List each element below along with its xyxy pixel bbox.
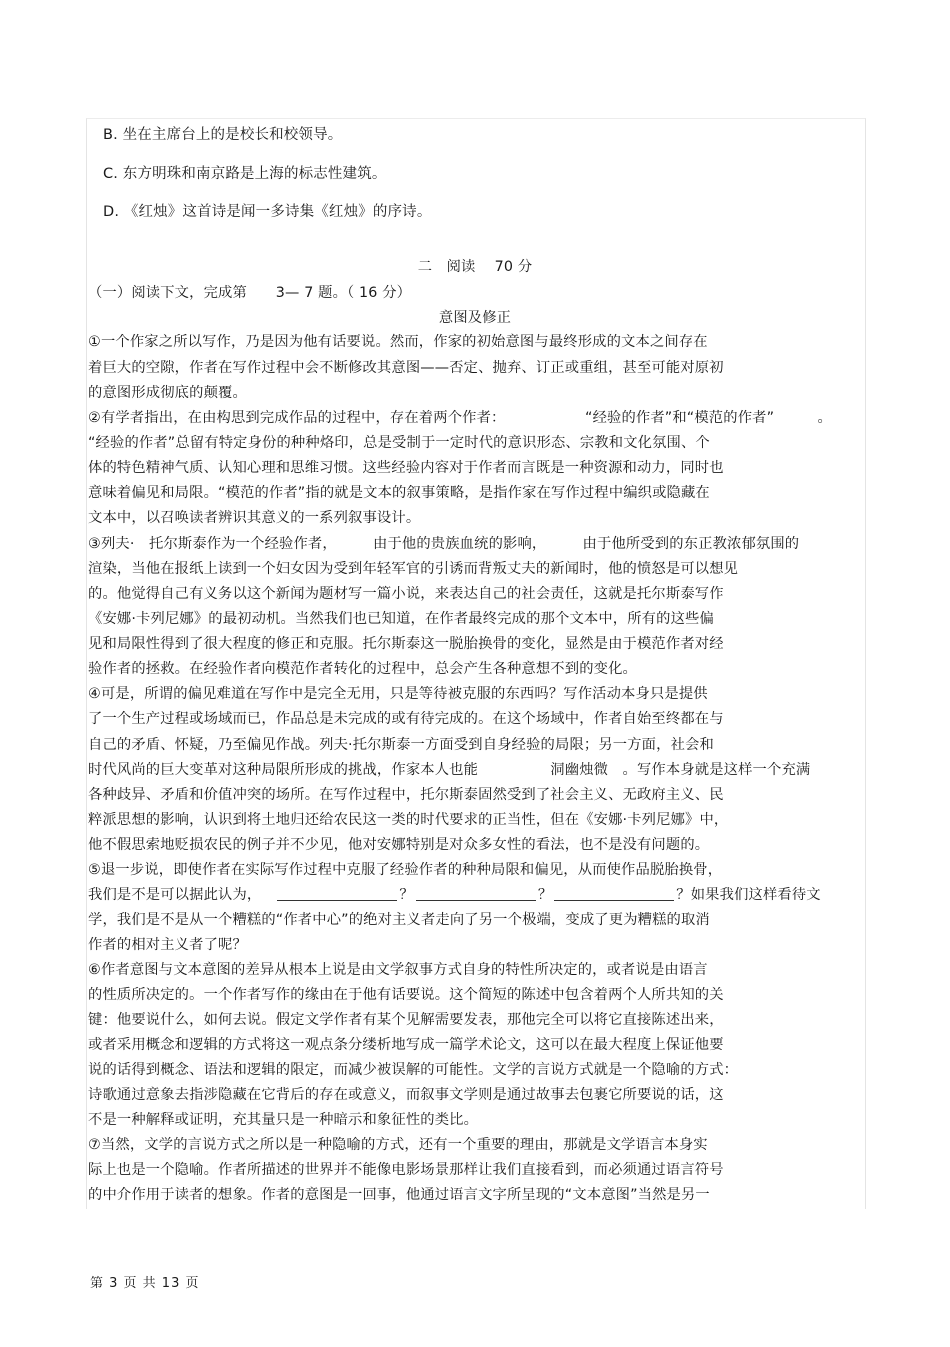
option-b: B. 坐在主席台上的是校长和校领导。	[103, 127, 343, 143]
text-line: 了一个生产过程或场域而已，作品总是未完成的或有待完成的。在这个场域中，作者自始至终都在与	[88, 711, 724, 727]
option-d: D. 《红烛》这首诗是闻一多诗集《红烛》的序诗。	[103, 204, 432, 220]
text-line: 际上也是一个隐喻。作者所描述的世界并不能像电影场景那样让我们直接看到，而必须通过语言符号	[88, 1162, 724, 1178]
section-title: 二 阅读 70 分	[417, 259, 533, 275]
text-line: 不是一种解释或证明，充其量只是一种暗示和象征性的类比。	[88, 1112, 479, 1128]
article-title: 意图及修正	[438, 310, 512, 326]
text-line: 各种歧异、矛盾和价值冲突的场所。在写作过程中，托尔斯泰固然受到了社会主义、无政府主义、民	[88, 787, 724, 803]
answer-blank-3[interactable]	[554, 886, 674, 901]
section-instruction: （一）阅读下文，完成第 3— 7 题。（ 16 分）	[88, 285, 412, 301]
answer-blank-1[interactable]	[277, 886, 397, 901]
text-line: ⑦当然，文学的言说方式之所以是一种隐喻的方式，还有一个重要的理由，那就是文学语言本身实	[88, 1137, 708, 1153]
text-line: 意味着偏见和局限。“模范的作者”指的就是文本的叙事策略，是指作家在写作过程中编织或隐藏在	[88, 485, 710, 501]
fill-in-suffix: ？如果我们这样看待文	[676, 887, 821, 903]
text-line: 作者的相对主义者了呢？	[88, 937, 247, 953]
text-line: 说的话得到概念、语法和逻辑的限定，而减少被误解的可能性。文学的言说方式就是一个隐喻的方式：	[88, 1062, 739, 1078]
text-line: 的。他觉得自己有义务以这个新闻为题材写一篇小说，来表达自己的社会责任，这就是托尔斯泰写作	[88, 586, 724, 602]
text-line: ③列夫· 托尔斯泰作为一个经验作者， 由于他的贵族血统的影响， 由于他所受到的东正教浓郁氛围的	[88, 536, 800, 552]
text-line: 诗歌通过意象去指涉隐藏在它背后的存在或意义，而叙事文学则是通过故事去包裹它所要说的话，这	[88, 1087, 724, 1103]
page-number-footer: 第 3 页 共 13 页	[90, 1276, 200, 1291]
text-line: 文本中，以召唤读者辨识其意义的一系列叙事设计。	[88, 510, 421, 526]
fill-in-line	[88, 886, 821, 904]
text-line: 粹派思想的影响，认识到将土地归还给农民这一类的时代要求的正当性，但在《安娜·卡列尼娜》中，	[88, 812, 729, 828]
text-line: 验作者的拯救。在经验作者向模范作者转化的过程中，总会产生各种意想不到的变化。	[88, 661, 637, 677]
text-line: 的中介作用于读者的想象。作者的意图是一回事，他通过语言文字所呈现的“文本意图”当然是另一	[88, 1187, 710, 1203]
option-c: C. 东方明珠和南京路是上海的标志性建筑。	[103, 166, 387, 182]
answer-blank-2[interactable]	[416, 886, 536, 901]
text-line: 《安娜·卡列尼娜》的最初动机。当然我们也已知道，在作者最终完成的那个文本中，所有的这些偏	[88, 611, 714, 627]
text-line: 时代风尚的巨大变革对这种局限所形成的挑战，作家本人也能 洞幽烛微 。写作本身就是这样一个充满	[88, 762, 811, 778]
question-mark: ？	[537, 887, 553, 903]
text-line: 体的特色精神气质、认知心理和思维习惯。这些经验内容对于作者而言既是一种资源和动力，同时也	[88, 460, 724, 476]
text-line: ①一个作家之所以写作，乃是因为他有话要说。然而，作家的初始意图与最终形成的文本之间存在	[88, 334, 708, 350]
text-line: 键：他要说什么，如何去说。假定文学作者有某个见解需要发表，那他完全可以将它直接陈述出来，	[88, 1012, 724, 1028]
text-line: ②有学者指出，在由构思到完成作品的过程中，存在着两个作者： “经验的作者”和“模范的作者” 。	[88, 410, 832, 426]
text-line: 或者采用概念和逻辑的方式将这一观点条分缕析地写成一篇学术论文，这可以在最大程度上保证他要	[88, 1037, 724, 1053]
text-line: 自己的矛盾、怀疑，乃至偏见作战。列夫·托尔斯泰一方面受到自身经验的局限；另一方面，社会和	[88, 737, 714, 753]
text-line: ⑤退一步说，即使作者在实际写作过程中克服了经验作者的种种局限和偏见，从而使作品脱胎换骨，	[88, 862, 723, 878]
question-mark: ？	[399, 887, 414, 903]
text-line: 着巨大的空隙，作者在写作过程中会不断修改其意图——否定、抛弃、订正或重组，甚至可能对原初	[88, 360, 724, 376]
fill-in-prefix: 我们是不是可以据此认为，	[88, 887, 262, 903]
text-line: ⑥作者意图与文本意图的差异从根本上说是由文学叙事方式自身的特性所决定的，或者说是由语言	[88, 962, 708, 978]
text-line: “经验的作者”总留有特定身份的种种烙印，总是受制于一定时代的意识形态、宗教和文化氛围、个	[88, 435, 710, 451]
text-line: 学，我们是不是从一个糟糕的“作者中心”的绝对主义者走向了另一个极端，变成了更为糟糕的取消	[88, 912, 710, 928]
text-line: 他不假思索地贬损农民的例子并不少见，他对安娜特别是对众多女性的看法，也不是没有问题的。	[88, 837, 710, 853]
text-line: ④可是，所谓的偏见难道在写作中是完全无用，只是等待被克服的东西吗？写作活动本身只是提供	[88, 686, 708, 702]
text-line: 的性质所决定的。一个作者写作的缘由在于他有话要说。这个简短的陈述中包含着两个人所共知的关	[88, 987, 724, 1003]
text-line: 渲染，当他在报纸上读到一个妇女因为受到年轻军官的引诱而背叛丈夫的新闻时，他的愤怒是可以想见	[88, 561, 739, 577]
text-line: 的意图形成彻底的颠覆。	[88, 385, 247, 401]
text-line: 见和局限性得到了很大程度的修正和克服。托尔斯泰这一脱胎换骨的变化，显然是由于模范作者对经	[88, 636, 724, 652]
